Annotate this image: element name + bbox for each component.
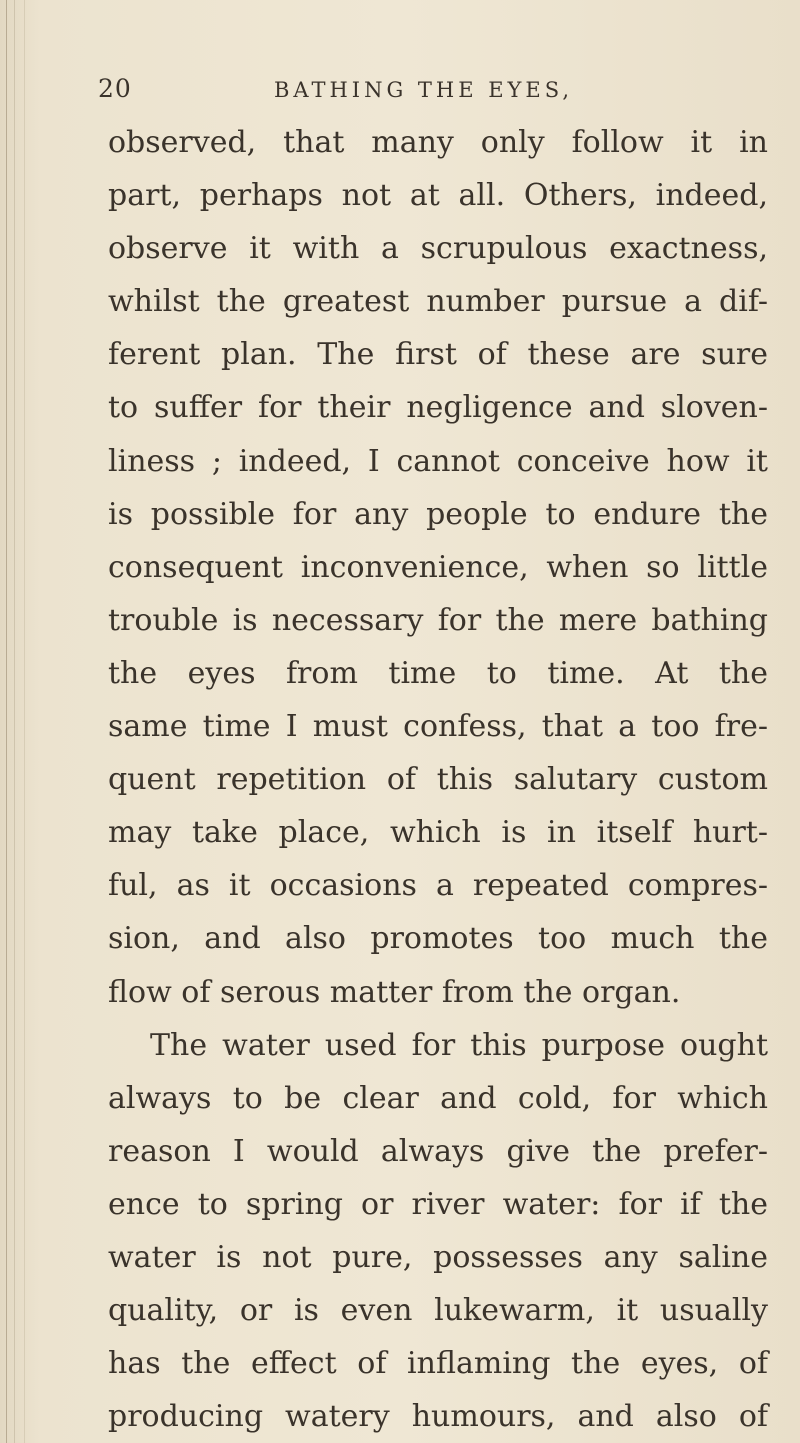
page-edge-line — [14, 0, 15, 1443]
text-line: has the effect of inflaming the eyes, of — [108, 1346, 768, 1382]
text-line: part, perhaps not at all. Others, indeed, — [108, 178, 768, 214]
text-line: is possible for any people to endure the — [108, 496, 768, 532]
text-line: ence to spring or river water: for if the — [108, 1186, 768, 1222]
text-line: reason I would always give the prefer- — [108, 1133, 768, 1169]
text-line: sion, and also promotes too much the — [108, 921, 768, 957]
text-line: always to be clear and cold, for which — [108, 1080, 768, 1116]
text-line: The water used for this purpose ought — [150, 1027, 768, 1063]
text-line: quality, or is even lukewarm, it usually — [108, 1293, 768, 1329]
page-number: 20 — [98, 74, 132, 103]
text-line: whilst the greatest number pursue a dif- — [108, 284, 768, 320]
text-line: the eyes from time to time. At the — [108, 655, 768, 691]
text-line: ful, as it occasions a repeated compres- — [108, 868, 768, 904]
page-edge-line — [6, 0, 7, 1443]
text-line: same time I must confess, that a too fre- — [108, 709, 768, 745]
page-edge-line — [24, 0, 25, 1443]
text-line: ferent plan. The first of these are sure — [108, 337, 768, 373]
text-line: producing watery humours, and also of — [108, 1399, 768, 1435]
text-line: flow of serous matter from the organ. — [108, 974, 681, 1010]
text-line: observed, that many only follow it in — [108, 125, 768, 160]
text-line: observe it with a scrupulous exactness, — [108, 231, 768, 267]
text-line: water is not pure, possesses any saline — [108, 1239, 768, 1275]
text-line: to suffer for their negligence and sloven- — [108, 390, 768, 426]
text-line: liness ; indeed, I cannot conceive how it — [108, 443, 768, 479]
text-line: consequent inconvenience, when so little — [108, 549, 768, 585]
page-header — [98, 58, 788, 108]
text-line: quent repetition of this salutary custom — [108, 762, 768, 798]
text-line: may take place, which is in itself hurt- — [108, 815, 768, 851]
running-head: BATHING THE EYES, — [274, 78, 574, 102]
body-text — [108, 116, 768, 1443]
text-line: trouble is necessary for the mere bathing — [108, 602, 768, 638]
